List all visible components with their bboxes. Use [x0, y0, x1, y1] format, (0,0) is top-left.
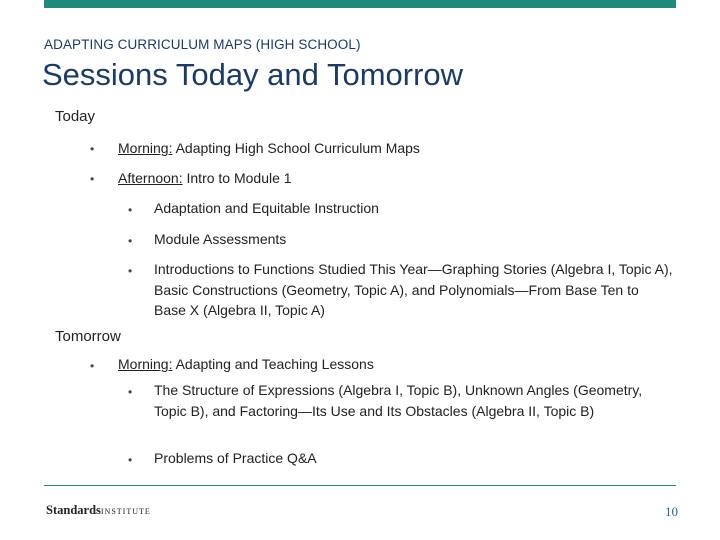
today-morning-text: Adapting High School Curriculum Maps — [172, 140, 420, 156]
page-number: 10 — [665, 504, 678, 519]
today-afternoon-label: Afternoon: — [118, 170, 183, 186]
tomorrow-morning-label: Morning: — [118, 356, 173, 372]
standards-institute-logo — [46, 503, 151, 518]
bullet-icon: • — [128, 453, 133, 467]
section-tomorrow: Tomorrow — [55, 328, 121, 345]
bullet-icon: • — [128, 203, 133, 217]
bullet-icon: • — [128, 234, 133, 248]
slide-kicker: ADAPTING CURRICULUM MAPS (HIGH SCHOOL) — [44, 37, 361, 52]
tomorrow-morning-text: Adapting and Teaching Lessons — [172, 356, 374, 372]
list-item: The Structure of Expressions (Algebra I, Topic B), Unknown Angles (Geometry, Topic B), and Factoring—Its Use and Its Obstacles (Algebra II, Topic B) — [154, 382, 643, 419]
bullet-icon: • — [128, 385, 133, 399]
list-item: Adaptation and Equitable Instruction — [154, 200, 379, 216]
section-today: Today — [55, 108, 96, 125]
list-item: Introductions to Functions Studied This Year—Graphing Stories (Algebra I, Topic A), Basic Constructions (Geometry, Topic A), and Polynomials—From Base Ten to Base X (Algebra II, Topic A) — [154, 261, 673, 318]
list-item: Problems of Practice Q&A — [154, 450, 317, 466]
today-morning-label: Morning: — [118, 140, 173, 156]
bullet-icon: • — [90, 172, 95, 186]
logo-suffix: INSTITUTE — [100, 507, 151, 516]
logo-word: Standards — [46, 503, 101, 517]
bullet-icon: • — [90, 359, 95, 373]
today-afternoon-text: Intro to Module 1 — [182, 170, 292, 186]
bullet-icon: • — [128, 264, 133, 278]
today-morning-item — [118, 138, 678, 159]
footer-divider — [44, 485, 676, 486]
tomorrow-morning-item — [118, 354, 678, 375]
slide-title: Sessions Today and Tomorrow — [42, 57, 464, 92]
list-item: Module Assessments — [154, 231, 287, 247]
top-accent-bar — [44, 0, 676, 8]
bullet-icon: • — [90, 142, 95, 156]
today-afternoon-item — [118, 168, 678, 189]
